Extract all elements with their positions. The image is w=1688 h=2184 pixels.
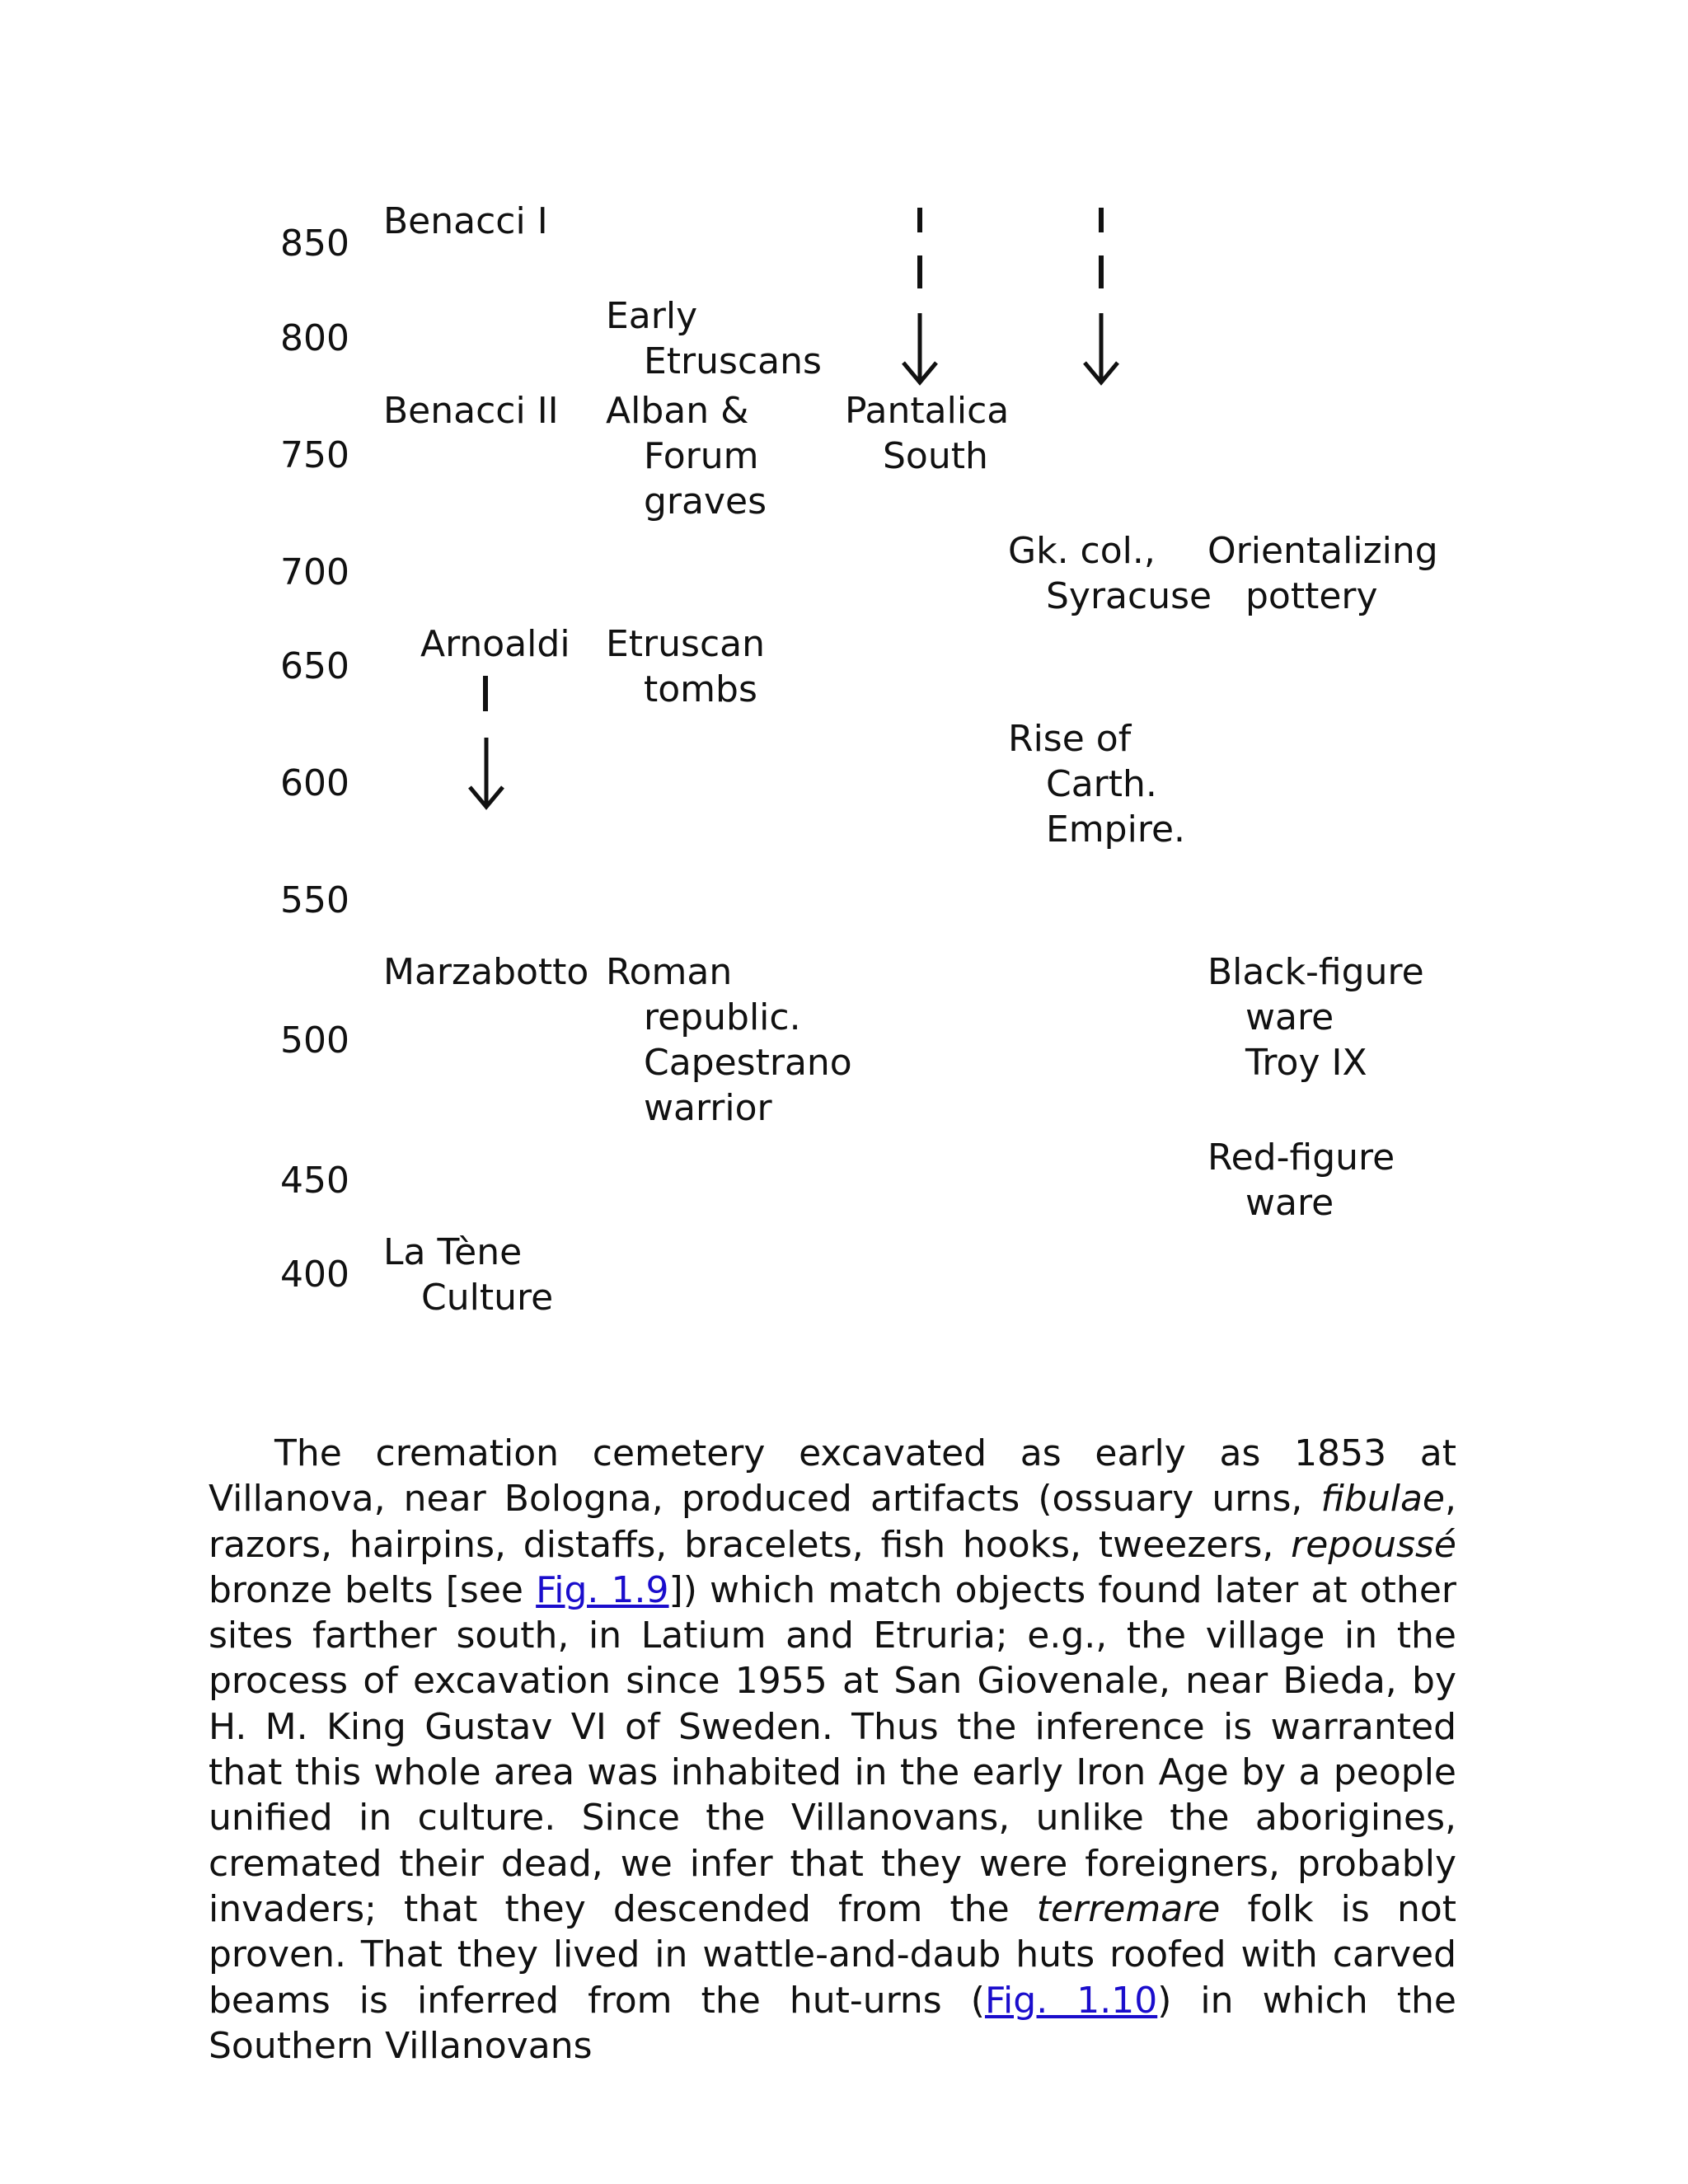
entry-line: Benacci II (383, 390, 559, 432)
entry-line: ware (1245, 1182, 1334, 1224)
arrow-down-icon (462, 736, 511, 810)
year-500: 500 (280, 1019, 349, 1062)
year-600: 600 (280, 762, 349, 804)
year-550: 550 (280, 879, 349, 921)
entry-line: Rise of (1008, 718, 1132, 760)
paragraph-text: folk is not proven. That they lived in wattle-and-daub huts roofed with carved beams is inferred from the hut-urns ( (209, 1887, 1457, 2022)
entry-line: Syracuse (1046, 575, 1212, 617)
continuation-bar (917, 208, 922, 232)
entry-line: Pantalica (845, 390, 1010, 432)
year-850: 850 (280, 223, 349, 265)
entry-line: Roman (606, 951, 733, 993)
paragraph-text: , razors, hairpins, distaffs, bracelets, fish hooks, tweezers, (209, 1478, 1456, 1566)
entry-black-figure-ware (1207, 949, 1424, 1085)
paragraph-text: bronze belts [see (209, 1568, 537, 1611)
continuation-bar (483, 676, 488, 711)
paragraph-text: ]) which match objects found later at other sites farther south, in Latium and Etruria; e.g., the village in the process of excavation since 1955 at San Giovenale, near Bieda, by H. M. King Gustav VI of Sweden. Thus the inference is warranted that this whole area was inhabited in the early Iron Age by a people unified in culture. Since the Villanovans, unlike the aborigines, cremated their dead, we infer that they were foreigners, probably invaders; that they descended from the (209, 1568, 1456, 1930)
italic-term-repousse: repoussé (1291, 1523, 1456, 1566)
entry-benacci-2 (383, 388, 559, 434)
entry-line: Culture (421, 1277, 554, 1319)
entry-line: Early (606, 295, 698, 337)
fig-1-10-link[interactable]: Fig. 1.10 (984, 1979, 1158, 2022)
entry-line: republic. (644, 996, 801, 1038)
arrow-down-icon (895, 312, 945, 386)
year-700: 700 (280, 551, 349, 593)
entry-line: Etruscan (606, 623, 765, 665)
entry-line: Troy IX (1245, 1042, 1367, 1084)
entry-line: pottery (1245, 575, 1378, 617)
entry-line: Benacci I (383, 200, 548, 242)
entry-line: ware (1245, 996, 1334, 1038)
entry-arnoaldi (420, 621, 570, 667)
entry-line: Arnoaldi (420, 623, 570, 665)
continuation-bar (1099, 208, 1104, 232)
entry-line: Red-figure (1207, 1137, 1395, 1179)
fig-1-9-link[interactable]: Fig. 1.9 (536, 1568, 669, 1611)
italic-term-terremare: terremare (1036, 1887, 1221, 1930)
year-650: 650 (280, 645, 349, 687)
entry-gk-col-syracuse (1008, 528, 1212, 619)
paragraph-text: ) in which the Southern Villanovans (209, 1979, 1457, 2067)
entry-line: Marzabotto (383, 951, 589, 993)
arrow-down-icon (1076, 312, 1126, 386)
year-450: 450 (280, 1160, 349, 1202)
entry-pantalica-south (845, 388, 1009, 479)
body-paragraph (209, 1431, 1456, 2069)
entry-red-figure-ware (1207, 1135, 1395, 1226)
entry-la-tene (383, 1230, 553, 1320)
entry-alban-forum (606, 388, 767, 524)
entry-line: Empire. (1046, 808, 1185, 851)
entry-line: Etruscans (644, 340, 822, 382)
entry-line: warrior (644, 1087, 772, 1129)
entry-line: Alban & (606, 390, 749, 432)
entry-line: Forum (644, 435, 759, 477)
year-400: 400 (280, 1254, 349, 1296)
entry-line: Carth. (1046, 763, 1157, 805)
entry-orientalizing-pottery (1207, 528, 1438, 619)
italic-term-fibulae: fibulae (1320, 1478, 1445, 1521)
entry-roman-republic (606, 949, 852, 1131)
entry-rise-of-carth (1008, 716, 1185, 852)
entry-line: graves (644, 480, 767, 523)
entry-line: South (883, 435, 988, 477)
entry-etruscan-tombs (606, 621, 765, 712)
entry-line: Capestrano (644, 1042, 852, 1084)
year-800: 800 (280, 317, 349, 359)
entry-line: La Tène (383, 1231, 523, 1273)
continuation-bar (917, 255, 922, 288)
entry-line: Orientalizing (1207, 530, 1438, 572)
entry-line: Gk. col., (1008, 530, 1156, 572)
entry-line: tombs (644, 668, 757, 710)
entry-marzabotto (383, 949, 588, 995)
entry-line: Black-figure (1207, 951, 1424, 993)
continuation-bar (1099, 255, 1104, 288)
entry-benacci-1 (383, 199, 548, 244)
entry-early-etruscans (606, 293, 822, 384)
year-750: 750 (280, 434, 349, 476)
paragraph-text: The cremation cemetery excavated as early as 1853 at Villanova, near Bologna, produced artifacts (ossuary urns, (209, 1432, 1456, 1521)
